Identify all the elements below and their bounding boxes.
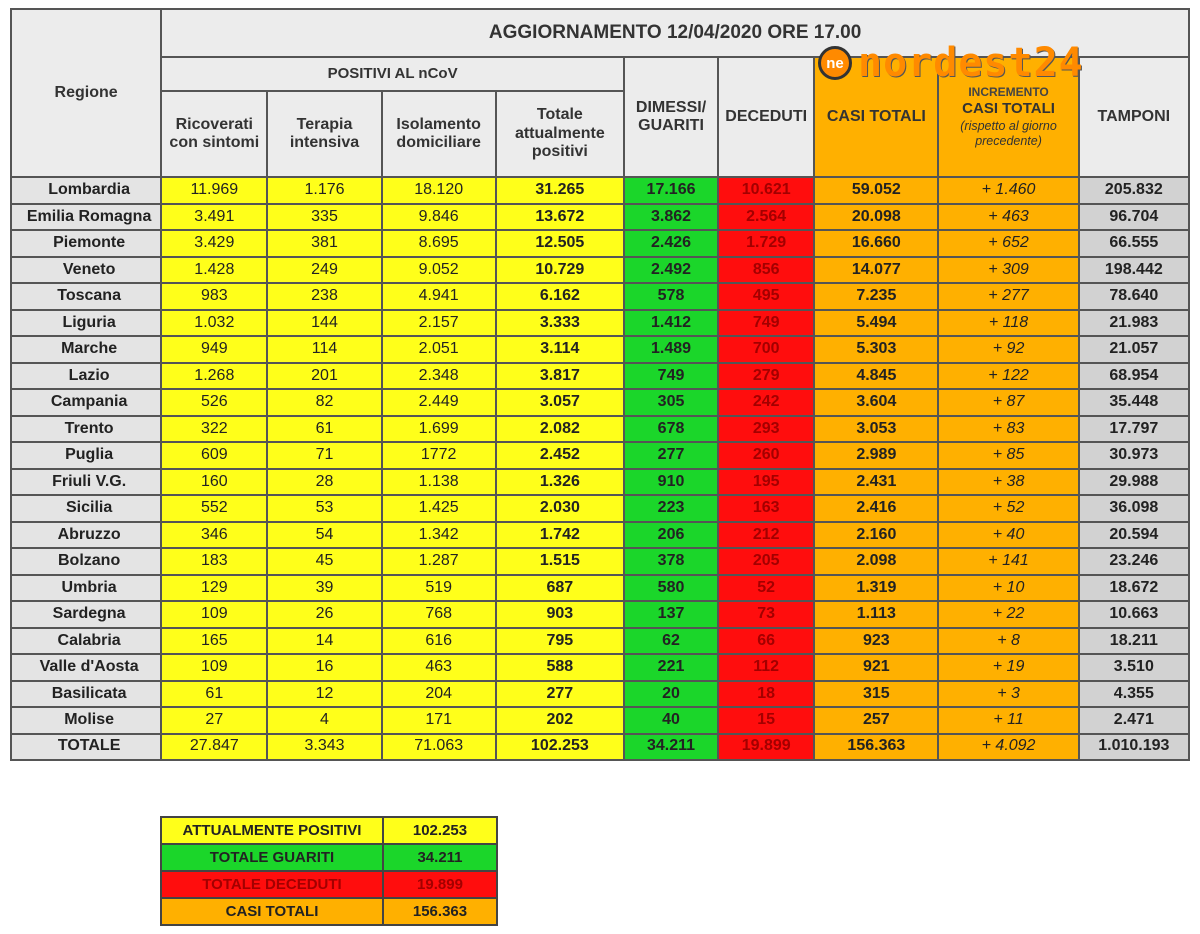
header-positivi-group: POSITIVI AL nCoV bbox=[161, 57, 624, 91]
cell-incremento: + 141 bbox=[938, 548, 1078, 575]
cell-regione: Emilia Romagna bbox=[11, 204, 161, 231]
table-row bbox=[11, 310, 1189, 337]
cell-isolamento: 9.052 bbox=[382, 257, 496, 284]
table-row bbox=[11, 707, 1189, 734]
table-row bbox=[11, 601, 1189, 628]
cell-tamponi: 205.832 bbox=[1079, 177, 1189, 204]
cell-ricoverati: 1.268 bbox=[161, 363, 267, 390]
cell-isolamento: 768 bbox=[382, 601, 496, 628]
cell-deceduti: 2.564 bbox=[718, 204, 814, 231]
cell-dimessi: 17.166 bbox=[624, 177, 718, 204]
cell-dimessi: 3.862 bbox=[624, 204, 718, 231]
cell-tamponi: 3.510 bbox=[1079, 654, 1189, 681]
table-row bbox=[11, 336, 1189, 363]
legend-row bbox=[161, 844, 497, 871]
cell-casi: 3.053 bbox=[814, 416, 938, 443]
cell-totale: 3.817 bbox=[496, 363, 624, 390]
cell-incremento: + 22 bbox=[938, 601, 1078, 628]
cell-incremento: + 38 bbox=[938, 469, 1078, 496]
total-row bbox=[11, 734, 1189, 760]
table-row bbox=[11, 495, 1189, 522]
cell-tamponi: 35.448 bbox=[1079, 389, 1189, 416]
cell-terapia: 53 bbox=[267, 495, 381, 522]
legend-label: TOTALE GUARITI bbox=[161, 844, 383, 871]
cell-incremento: + 8 bbox=[938, 628, 1078, 655]
cell-casi: 5.494 bbox=[814, 310, 938, 337]
cell-totale: 1.742 bbox=[496, 522, 624, 549]
cell-deceduti: 66 bbox=[718, 628, 814, 655]
cell-terapia: 16 bbox=[267, 654, 381, 681]
cell-deceduti: 52 bbox=[718, 575, 814, 602]
cell-isolamento: 9.846 bbox=[382, 204, 496, 231]
cell-dimessi: 206 bbox=[624, 522, 718, 549]
cell-tamponi: 21.983 bbox=[1079, 310, 1189, 337]
cell-deceduti: 205 bbox=[718, 548, 814, 575]
legend-label: CASI TOTALI bbox=[161, 898, 383, 925]
cell-terapia: 238 bbox=[267, 283, 381, 310]
cell-regione: Sardegna bbox=[11, 601, 161, 628]
cell-regione: Campania bbox=[11, 389, 161, 416]
cell-deceduti: 19.899 bbox=[718, 734, 814, 760]
cell-terapia: 249 bbox=[267, 257, 381, 284]
cell-terapia: 45 bbox=[267, 548, 381, 575]
table-row bbox=[11, 257, 1189, 284]
header-incremento-label: CASI TOTALI bbox=[962, 99, 1055, 117]
cell-dimessi: 40 bbox=[624, 707, 718, 734]
cell-dimessi: 578 bbox=[624, 283, 718, 310]
cell-terapia: 14 bbox=[267, 628, 381, 655]
cell-incremento: + 83 bbox=[938, 416, 1078, 443]
cell-tamponi: 18.211 bbox=[1079, 628, 1189, 655]
cell-deceduti: 112 bbox=[718, 654, 814, 681]
cell-ricoverati: 322 bbox=[161, 416, 267, 443]
header-incremento-top: INCREMENTO bbox=[968, 85, 1049, 100]
cell-casi: 156.363 bbox=[814, 734, 938, 760]
table-body bbox=[11, 177, 1189, 760]
cell-incremento: + 87 bbox=[938, 389, 1078, 416]
cell-casi: 1.319 bbox=[814, 575, 938, 602]
cell-dimessi: 221 bbox=[624, 654, 718, 681]
cell-regione: Basilicata bbox=[11, 681, 161, 708]
cell-incremento: + 19 bbox=[938, 654, 1078, 681]
cell-casi: 59.052 bbox=[814, 177, 938, 204]
cell-tamponi: 21.057 bbox=[1079, 336, 1189, 363]
cell-incremento: + 652 bbox=[938, 230, 1078, 257]
cell-ricoverati: 160 bbox=[161, 469, 267, 496]
cell-incremento: + 4.092 bbox=[938, 734, 1078, 760]
cell-ricoverati: 109 bbox=[161, 601, 267, 628]
cell-regione: Liguria bbox=[11, 310, 161, 337]
cell-deceduti: 242 bbox=[718, 389, 814, 416]
cell-tamponi: 30.973 bbox=[1079, 442, 1189, 469]
cell-tamponi: 36.098 bbox=[1079, 495, 1189, 522]
cell-tamponi: 23.246 bbox=[1079, 548, 1189, 575]
cell-casi: 1.113 bbox=[814, 601, 938, 628]
table-row bbox=[11, 204, 1189, 231]
cell-regione: Trento bbox=[11, 416, 161, 443]
cell-tamponi: 68.954 bbox=[1079, 363, 1189, 390]
cell-terapia: 144 bbox=[267, 310, 381, 337]
cell-isolamento: 1.699 bbox=[382, 416, 496, 443]
cell-dimessi: 137 bbox=[624, 601, 718, 628]
covid-regions-table bbox=[10, 8, 1190, 761]
cell-terapia: 4 bbox=[267, 707, 381, 734]
table-row bbox=[11, 442, 1189, 469]
cell-regione: Puglia bbox=[11, 442, 161, 469]
cell-regione: Veneto bbox=[11, 257, 161, 284]
cell-isolamento: 2.051 bbox=[382, 336, 496, 363]
header-regione: Regione bbox=[11, 9, 161, 177]
cell-casi: 2.989 bbox=[814, 442, 938, 469]
cell-incremento: + 3 bbox=[938, 681, 1078, 708]
cell-tamponi: 66.555 bbox=[1079, 230, 1189, 257]
header-tamponi: TAMPONI bbox=[1079, 57, 1189, 177]
cell-casi: 257 bbox=[814, 707, 938, 734]
legend-value: 19.899 bbox=[383, 871, 497, 898]
cell-tamponi: 198.442 bbox=[1079, 257, 1189, 284]
cell-incremento: + 122 bbox=[938, 363, 1078, 390]
cell-totale: 3.114 bbox=[496, 336, 624, 363]
cell-isolamento: 1.342 bbox=[382, 522, 496, 549]
cell-ricoverati: 3.491 bbox=[161, 204, 267, 231]
legend-label: ATTUALMENTE POSITIVI bbox=[161, 817, 383, 844]
cell-casi: 16.660 bbox=[814, 230, 938, 257]
cell-deceduti: 260 bbox=[718, 442, 814, 469]
cell-regione: Sicilia bbox=[11, 495, 161, 522]
cell-regione: TOTALE bbox=[11, 734, 161, 760]
cell-isolamento: 2.449 bbox=[382, 389, 496, 416]
cell-isolamento: 1.425 bbox=[382, 495, 496, 522]
table-row bbox=[11, 628, 1189, 655]
cell-isolamento: 8.695 bbox=[382, 230, 496, 257]
cell-tamponi: 29.988 bbox=[1079, 469, 1189, 496]
cell-casi: 315 bbox=[814, 681, 938, 708]
cell-tamponi: 10.663 bbox=[1079, 601, 1189, 628]
cell-tamponi: 2.471 bbox=[1079, 707, 1189, 734]
cell-dimessi: 2.492 bbox=[624, 257, 718, 284]
cell-tamponi: 18.672 bbox=[1079, 575, 1189, 602]
cell-casi: 2.160 bbox=[814, 522, 938, 549]
cell-casi: 923 bbox=[814, 628, 938, 655]
cell-regione: Friuli V.G. bbox=[11, 469, 161, 496]
cell-isolamento: 171 bbox=[382, 707, 496, 734]
cell-regione: Piemonte bbox=[11, 230, 161, 257]
cell-deceduti: 195 bbox=[718, 469, 814, 496]
legend-row bbox=[161, 871, 497, 898]
legend-row bbox=[161, 898, 497, 925]
cell-casi: 2.416 bbox=[814, 495, 938, 522]
cell-casi: 921 bbox=[814, 654, 938, 681]
cell-dimessi: 910 bbox=[624, 469, 718, 496]
cell-casi: 20.098 bbox=[814, 204, 938, 231]
cell-regione: Abruzzo bbox=[11, 522, 161, 549]
cell-deceduti: 700 bbox=[718, 336, 814, 363]
cell-dimessi: 305 bbox=[624, 389, 718, 416]
cell-deceduti: 1.729 bbox=[718, 230, 814, 257]
cell-regione: Lombardia bbox=[11, 177, 161, 204]
cell-ricoverati: 983 bbox=[161, 283, 267, 310]
cell-isolamento: 2.157 bbox=[382, 310, 496, 337]
cell-deceduti: 15 bbox=[718, 707, 814, 734]
cell-dimessi: 2.426 bbox=[624, 230, 718, 257]
cell-totale: 3.057 bbox=[496, 389, 624, 416]
cell-ricoverati: 61 bbox=[161, 681, 267, 708]
cell-ricoverati: 552 bbox=[161, 495, 267, 522]
cell-totale: 3.333 bbox=[496, 310, 624, 337]
cell-terapia: 1.176 bbox=[267, 177, 381, 204]
cell-dimessi: 223 bbox=[624, 495, 718, 522]
legend-row bbox=[161, 817, 497, 844]
cell-casi: 2.431 bbox=[814, 469, 938, 496]
cell-dimessi: 749 bbox=[624, 363, 718, 390]
header-ricoverati: Ricoverati con sintomi bbox=[161, 91, 267, 177]
table-row bbox=[11, 230, 1189, 257]
cell-isolamento: 71.063 bbox=[382, 734, 496, 760]
cell-isolamento: 2.348 bbox=[382, 363, 496, 390]
cell-ricoverati: 949 bbox=[161, 336, 267, 363]
nordest24-logo bbox=[818, 40, 1102, 86]
cell-ricoverati: 109 bbox=[161, 654, 267, 681]
cell-tamponi: 4.355 bbox=[1079, 681, 1189, 708]
table-row bbox=[11, 654, 1189, 681]
cell-tamponi: 96.704 bbox=[1079, 204, 1189, 231]
cell-terapia: 381 bbox=[267, 230, 381, 257]
table-title: AGGIORNAMENTO 12/04/2020 ORE 17.00 bbox=[161, 9, 1189, 57]
cell-deceduti: 73 bbox=[718, 601, 814, 628]
table-row bbox=[11, 389, 1189, 416]
cell-totale: 202 bbox=[496, 707, 624, 734]
cell-terapia: 28 bbox=[267, 469, 381, 496]
cell-regione: Molise bbox=[11, 707, 161, 734]
cell-casi: 14.077 bbox=[814, 257, 938, 284]
cell-incremento: + 52 bbox=[938, 495, 1078, 522]
cell-totale: 2.082 bbox=[496, 416, 624, 443]
cell-incremento: + 118 bbox=[938, 310, 1078, 337]
cell-deceduti: 495 bbox=[718, 283, 814, 310]
legend-value: 156.363 bbox=[383, 898, 497, 925]
logo-text: nordest24 bbox=[858, 40, 1084, 86]
cell-incremento: + 277 bbox=[938, 283, 1078, 310]
header-incremento-note: (rispetto al giorno precedente) bbox=[960, 119, 1057, 148]
cell-terapia: 39 bbox=[267, 575, 381, 602]
cell-deceduti: 279 bbox=[718, 363, 814, 390]
cell-ricoverati: 1.428 bbox=[161, 257, 267, 284]
cell-terapia: 12 bbox=[267, 681, 381, 708]
cell-totale: 10.729 bbox=[496, 257, 624, 284]
cell-ricoverati: 183 bbox=[161, 548, 267, 575]
cell-tamponi: 78.640 bbox=[1079, 283, 1189, 310]
table-row bbox=[11, 177, 1189, 204]
cell-totale: 31.265 bbox=[496, 177, 624, 204]
cell-dimessi: 678 bbox=[624, 416, 718, 443]
cell-ricoverati: 129 bbox=[161, 575, 267, 602]
legend-value: 102.253 bbox=[383, 817, 497, 844]
cell-tamponi: 17.797 bbox=[1079, 416, 1189, 443]
cell-casi: 4.845 bbox=[814, 363, 938, 390]
cell-totale: 588 bbox=[496, 654, 624, 681]
cell-tamponi: 1.010.193 bbox=[1079, 734, 1189, 760]
cell-totale: 277 bbox=[496, 681, 624, 708]
cell-incremento: + 10 bbox=[938, 575, 1078, 602]
cell-ricoverati: 11.969 bbox=[161, 177, 267, 204]
cell-dimessi: 62 bbox=[624, 628, 718, 655]
cell-incremento: + 309 bbox=[938, 257, 1078, 284]
cell-casi: 2.098 bbox=[814, 548, 938, 575]
cell-regione: Marche bbox=[11, 336, 161, 363]
cell-ricoverati: 27 bbox=[161, 707, 267, 734]
cell-ricoverati: 27.847 bbox=[161, 734, 267, 760]
cell-totale: 13.672 bbox=[496, 204, 624, 231]
cell-deceduti: 856 bbox=[718, 257, 814, 284]
table-row bbox=[11, 681, 1189, 708]
cell-incremento: + 463 bbox=[938, 204, 1078, 231]
cell-tamponi: 20.594 bbox=[1079, 522, 1189, 549]
cell-totale: 687 bbox=[496, 575, 624, 602]
header-terapia: Terapia intensiva bbox=[267, 91, 381, 177]
cell-terapia: 3.343 bbox=[267, 734, 381, 760]
cell-dimessi: 34.211 bbox=[624, 734, 718, 760]
cell-incremento: + 85 bbox=[938, 442, 1078, 469]
cell-ricoverati: 1.032 bbox=[161, 310, 267, 337]
cell-totale: 795 bbox=[496, 628, 624, 655]
legend-body bbox=[161, 817, 497, 925]
cell-regione: Toscana bbox=[11, 283, 161, 310]
cell-terapia: 61 bbox=[267, 416, 381, 443]
cell-ricoverati: 346 bbox=[161, 522, 267, 549]
table-row bbox=[11, 575, 1189, 602]
header-casi-totali: CASI TOTALI bbox=[814, 57, 938, 177]
cell-regione: Bolzano bbox=[11, 548, 161, 575]
table-row bbox=[11, 469, 1189, 496]
cell-terapia: 26 bbox=[267, 601, 381, 628]
cell-incremento: + 92 bbox=[938, 336, 1078, 363]
cell-terapia: 82 bbox=[267, 389, 381, 416]
table-row bbox=[11, 283, 1189, 310]
cell-isolamento: 463 bbox=[382, 654, 496, 681]
cell-dimessi: 20 bbox=[624, 681, 718, 708]
cell-dimessi: 378 bbox=[624, 548, 718, 575]
cell-terapia: 54 bbox=[267, 522, 381, 549]
logo-mark-icon: ne bbox=[818, 46, 852, 80]
cell-isolamento: 616 bbox=[382, 628, 496, 655]
cell-deceduti: 212 bbox=[718, 522, 814, 549]
cell-totale: 6.162 bbox=[496, 283, 624, 310]
cell-deceduti: 10.621 bbox=[718, 177, 814, 204]
cell-dimessi: 277 bbox=[624, 442, 718, 469]
cell-isolamento: 204 bbox=[382, 681, 496, 708]
cell-isolamento: 519 bbox=[382, 575, 496, 602]
cell-ricoverati: 3.429 bbox=[161, 230, 267, 257]
cell-isolamento: 1.138 bbox=[382, 469, 496, 496]
table-row bbox=[11, 522, 1189, 549]
cell-totale: 12.505 bbox=[496, 230, 624, 257]
cell-incremento: + 40 bbox=[938, 522, 1078, 549]
cell-isolamento: 4.941 bbox=[382, 283, 496, 310]
cell-isolamento: 1772 bbox=[382, 442, 496, 469]
cell-totale: 1.326 bbox=[496, 469, 624, 496]
cell-totale: 903 bbox=[496, 601, 624, 628]
cell-deceduti: 18 bbox=[718, 681, 814, 708]
cell-casi: 3.604 bbox=[814, 389, 938, 416]
cell-regione: Valle d'Aosta bbox=[11, 654, 161, 681]
header-deceduti: DECEDUTI bbox=[718, 57, 814, 177]
cell-dimessi: 1.412 bbox=[624, 310, 718, 337]
header-totale-positivi: Totale attualmente positivi bbox=[496, 91, 624, 177]
legend-label: TOTALE DECEDUTI bbox=[161, 871, 383, 898]
table-row bbox=[11, 548, 1189, 575]
cell-totale: 2.030 bbox=[496, 495, 624, 522]
cell-incremento: + 1.460 bbox=[938, 177, 1078, 204]
legend-value: 34.211 bbox=[383, 844, 497, 871]
cell-dimessi: 1.489 bbox=[624, 336, 718, 363]
table-row bbox=[11, 363, 1189, 390]
cell-totale: 1.515 bbox=[496, 548, 624, 575]
cell-terapia: 335 bbox=[267, 204, 381, 231]
header-isolamento: Isolamento domiciliare bbox=[382, 91, 496, 177]
table-row bbox=[11, 416, 1189, 443]
cell-deceduti: 163 bbox=[718, 495, 814, 522]
cell-regione: Lazio bbox=[11, 363, 161, 390]
cell-deceduti: 749 bbox=[718, 310, 814, 337]
summary-legend bbox=[160, 816, 498, 926]
cell-ricoverati: 526 bbox=[161, 389, 267, 416]
cell-isolamento: 1.287 bbox=[382, 548, 496, 575]
cell-terapia: 71 bbox=[267, 442, 381, 469]
header-dimessi: DIMESSI/ GUARITI bbox=[624, 57, 718, 177]
cell-ricoverati: 609 bbox=[161, 442, 267, 469]
cell-regione: Calabria bbox=[11, 628, 161, 655]
cell-isolamento: 18.120 bbox=[382, 177, 496, 204]
cell-totale: 2.452 bbox=[496, 442, 624, 469]
cell-terapia: 201 bbox=[267, 363, 381, 390]
cell-terapia: 114 bbox=[267, 336, 381, 363]
cell-deceduti: 293 bbox=[718, 416, 814, 443]
cell-regione: Umbria bbox=[11, 575, 161, 602]
cell-totale: 102.253 bbox=[496, 734, 624, 760]
cell-casi: 7.235 bbox=[814, 283, 938, 310]
cell-ricoverati: 165 bbox=[161, 628, 267, 655]
cell-dimessi: 580 bbox=[624, 575, 718, 602]
cell-incremento: + 11 bbox=[938, 707, 1078, 734]
cell-casi: 5.303 bbox=[814, 336, 938, 363]
